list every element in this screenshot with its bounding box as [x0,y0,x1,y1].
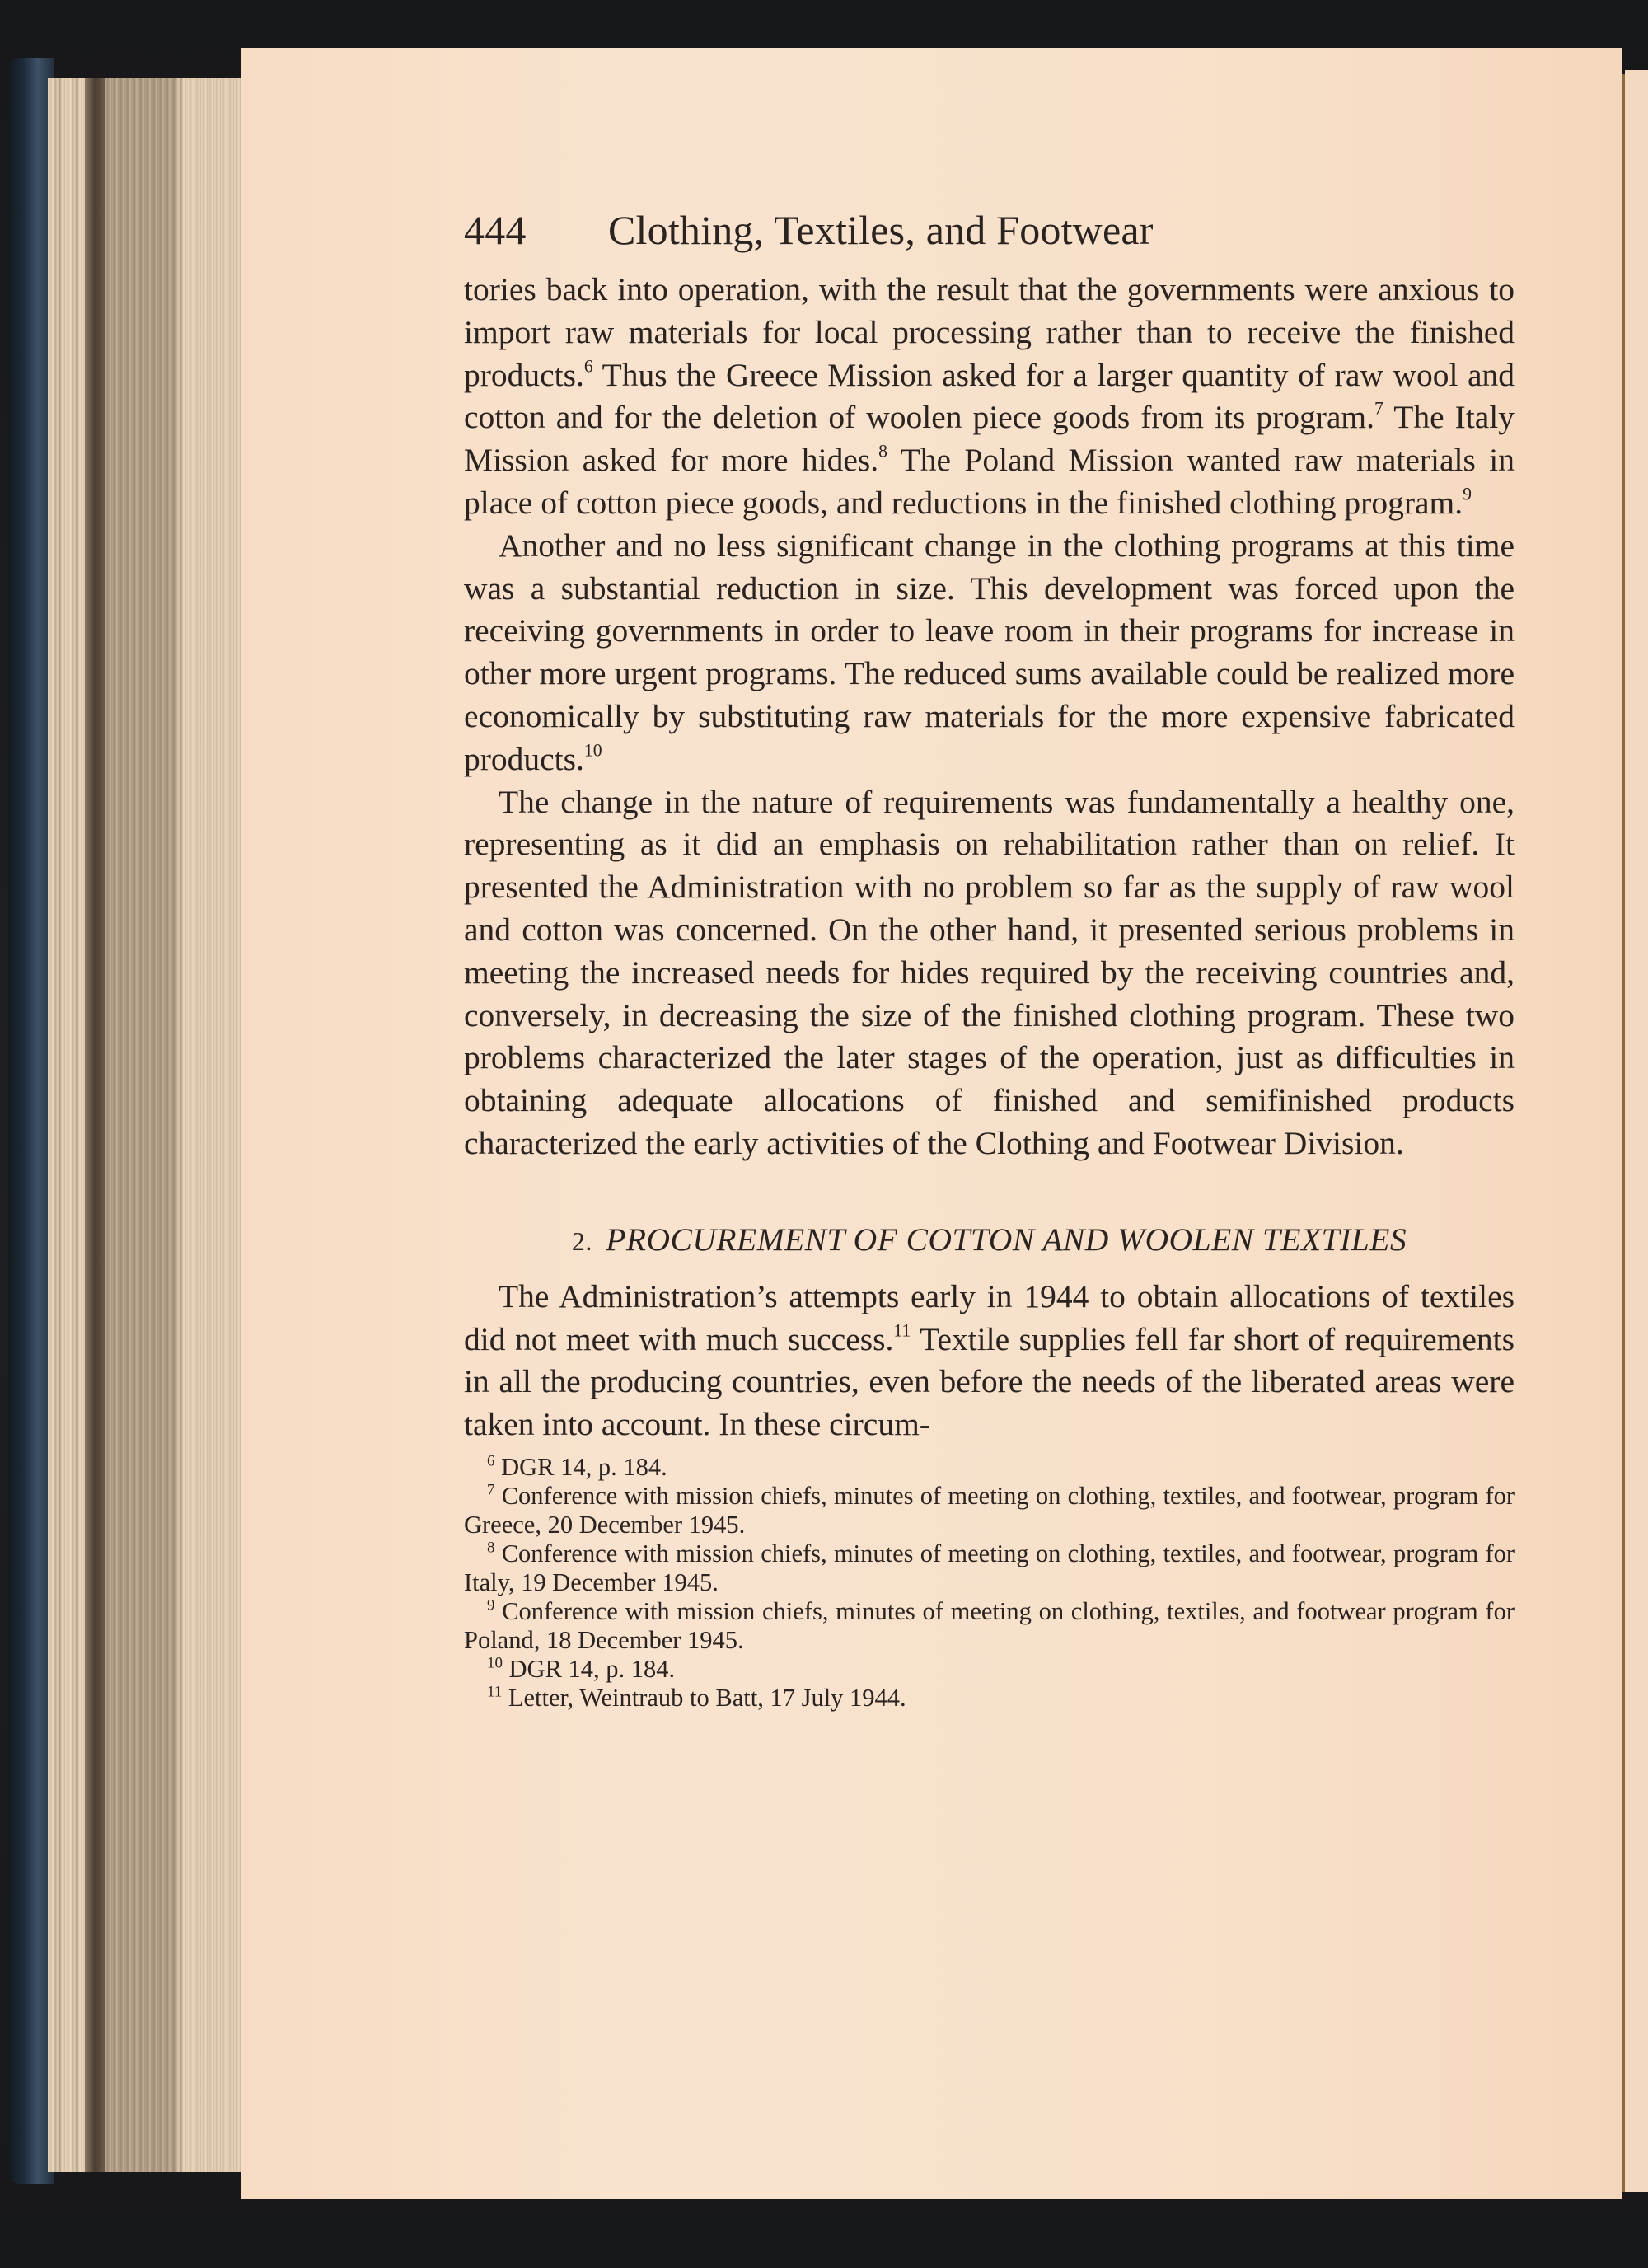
footnote-text: DGR 14, p. 184. [508,1654,676,1683]
footnote-text: Conference with mission chiefs, minutes of meeting on clothing, textiles, and footwear, program for Greece, 20 December 1945. [464,1481,1515,1539]
paragraph: The Administration’s attempts early in 1944 to obtain allocations of textiles did not meet with much success.$^{11}$ Textile supplies fell far short of requirements in all the producing countries, even before the needs of the liberated areas were taken into account. In these circum- [464,1277,1515,1443]
footnote-reference: 6 [583,356,593,377]
paragraph: Another and no less significant change in the clothing programs at this time was a substantial reduction in size. This development was forced upon the receiving governments in order to leave room in their programs for increase in other more urgent programs. The reduced sums available could be realized more economically by substituting raw materials for the more expensive fabricated products.$^{10}$ [464,527,1515,777]
footnote-text: DGR 14, p. 184. [501,1452,667,1481]
body-text [464,269,1515,1165]
footnote-text: Conference with mission chiefs, minutes of meeting on clothing, textiles, and footwear program for Poland, 18 December 1945. [464,1596,1515,1654]
footnote-marker: 10 [487,1654,503,1672]
paragraph: The change in the nature of requirements was fundamentally a healthy one, representing as it did an emphasis on rehabilitation rather than on relief. It presented the Administration with no problem so far as the supply of raw wool and cotton was concerned. On the other hand, it presented serious problems in meeting the increased needs for hides required by the receiving countries and, conversely, in decreasing the size of the finished clothing program. These two problems characterized the later stages of the operation, just as difficulties in obtaining adequate allocations of finished and semifinished products characterized the early activities of the Clothing and Footwear Division. [464,783,1515,1161]
book-cover-binding [8,58,54,2184]
running-head [464,206,1515,264]
section-body-text [464,1276,1515,1446]
section-number: 2. [571,1225,592,1256]
footnote [464,1482,1515,1539]
section-heading [464,1220,1515,1261]
page-stack-shadow [85,78,105,2172]
footnote-reference: 9 [1463,484,1472,504]
footnote [464,1684,1515,1713]
section-title: PROCUREMENT OF COTTON AND WOOLEN TEXTILES [606,1221,1407,1258]
footnote-reference: 7 [1374,399,1383,419]
footnote-marker: 7 [487,1481,495,1499]
footnote-reference: 10 [583,740,602,761]
footnotes [464,1453,1515,1713]
footnote [464,1655,1515,1684]
page-stack-band [105,78,176,2172]
page-content [464,206,1515,1713]
footnote-reference: 8 [878,441,887,462]
page-stack-band [188,78,246,2172]
footnote [464,1539,1515,1597]
footnote [464,1597,1515,1655]
page-number: 444 [464,207,527,253]
footnote [464,1453,1515,1482]
footnote-text: Letter, Weintraub to Batt, 17 July 1944. [508,1683,906,1712]
footnote-marker: 8 [487,1539,495,1557]
page-stack-edge [48,78,246,2172]
footnote-marker: 9 [487,1596,495,1614]
footnote-marker: 6 [487,1452,495,1470]
footnote-marker: 11 [487,1683,503,1701]
running-title: Clothing, Textiles, and Footwear [608,207,1154,253]
facing-page-edge [1625,70,1648,2192]
paragraph: tories back into operation, with the result that the governments were anxious to import raw materials for local processing rather than to receive the finished products.$^6$ Thus the Greece Mission asked for a larger quantity of raw wool and cotton and for the deletion of woolen piece goods from its program.$^7$ The Italy Mission asked for more hides.$^8$ The Poland Mission wanted raw materials in place of cotton piece goods, and reductions in the finished clothing program.$^9$ [464,271,1515,521]
footnote-text: Conference with mission chiefs, minutes of meeting on clothing, textiles, and footwear, program for Italy, 19 December 1945. [464,1539,1515,1596]
footnote-reference: 11 [893,1320,911,1341]
